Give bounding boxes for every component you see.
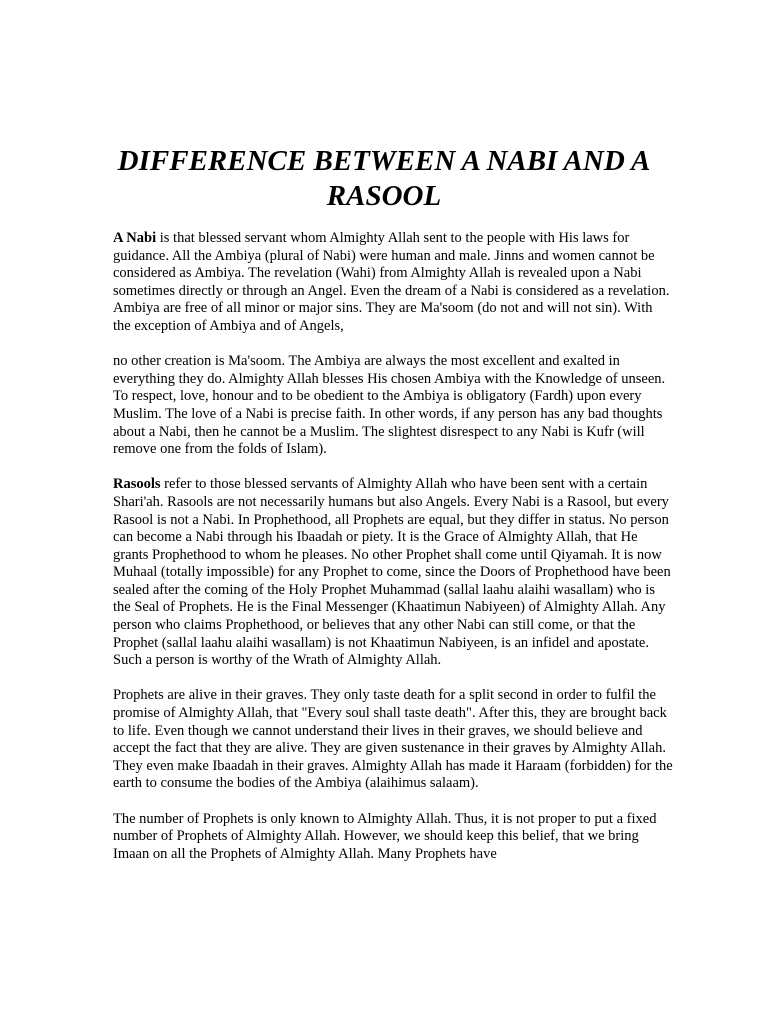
paragraph-text: is that blessed servant whom Almighty Allah sent to the people with His laws for guidance. All the Ambiya (plural of Nabi) were human and male. Jinns and women cannot be considered as Ambiya. The revelation (Wahi) from Almighty Allah is revealed upon a Nabi sometimes directly or through an Angel. Even the dream of a Nabi is considered as a revelation. Ambiya are free of all minor or major sins. They are Ma'soom (do not and will not sin). With the exception of Ambiya and of Angels, <box>113 230 670 334</box>
paragraph-text: no other creation is Ma'soom. The Ambiya are always the most excellent and exalted in everything they do. Almighty Allah blesses His chosen Ambiya with the Knowledge of unseen. To respect, love, honour and to be obedient to the Ambiya is obligatory (Fardh) upon every Muslim. The love of a Nabi is precise faith. In other words, if any person has any bad thoughts about a Nabi, then he cannot be a Muslim. The slightest disrespect to any Nabi is Kufr (will remove one from the folds of Islam). <box>113 353 666 458</box>
paragraph-number <box>113 811 673 864</box>
paragraph-text: The number of Prophets is only known to Almighty Allah. Thus, it is not proper to put a fixed number of Prophets of Almighty Allah. However, we should keep this belief, that we bring Imaan on all the Prophets of Almighty Allah. Many Prophets have <box>113 810 657 862</box>
paragraph-text: refer to those blessed servants of Almighty Allah who have been sent with a certain Shari'ah. Rasools are not necessarily humans but also Angels. Every Nabi is a Rasool, but every Rasool is not a Nabi. In Prophethood, all Prophets are equal, but they differ in status. No person can become a Nabi through his Ibaadah or piety. It is the Grace of Almighty Allah, that He grants Prophethood to whom he pleases. No other Prophet shall come until Qiyamah. It is now Muhaal (totally impossible) for any Prophet to come, since the Doors of Prophethood have been sealed after the coming of the Holy Prophet Muhammad (sallal laahu alaihi wasallam) who is the Seal of Prophets. He is the Final Messenger (Khaatimun Nabiyeen) of Almighty Allah. Any person who claims Prophethood, or believes that any other Nabi can still come, or that the Prophet (sallal laahu alaihi wasallam) is not Khaatimun Nabiyeen, is an infidel and apostate. Such a person is worthy of the Wrath of Almighty Allah. <box>113 476 671 669</box>
page-title: DIFFERENCE BETWEEN A NABI AND A RASOOL <box>117 145 651 212</box>
paragraph-text: Prophets are alive in their graves. They only taste death for a split second in order to fulfil the promise of Almighty Allah, that "Every soul shall taste death". After this, they are brought back to life. Even though we cannot understand their lives in their graves, we should believe and accept the fact that they are alive. They are given sustenance in their graves by Almighty Allah. They even make Ibaadah in their graves. Almighty Allah has made it Haraam (forbidden) for the earth to consume the bodies of the Ambiya (alaihimus salaam). <box>113 687 673 792</box>
paragraph-rasools <box>113 476 673 670</box>
paragraph-lead: A Nabi <box>113 230 157 246</box>
paragraph-nabi <box>113 230 673 336</box>
paragraph-graves <box>113 687 673 793</box>
paragraph-masoom <box>113 353 673 459</box>
document-body <box>113 230 673 881</box>
paragraph-lead: Rasools <box>113 476 161 493</box>
